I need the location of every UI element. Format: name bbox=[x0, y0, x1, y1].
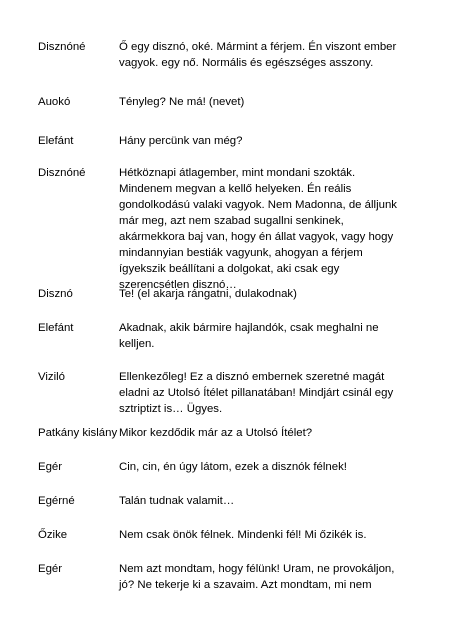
speaker-name: Elefánt bbox=[38, 322, 74, 334]
speaker-name: Egér bbox=[38, 461, 63, 473]
speaker-name: Egér bbox=[38, 563, 63, 575]
speaker-name: Őzike bbox=[38, 529, 68, 541]
dialogue-text: Nem csak önök félnek. Mindenki fél! Mi őzikék is. bbox=[119, 529, 367, 541]
speaker-name: Disznóné bbox=[38, 41, 86, 53]
speaker-name: Elefánt bbox=[38, 135, 74, 147]
speaker-name: Auokó bbox=[38, 96, 71, 108]
dialogue-text: Ő egy disznó, oké. Mármint a férjem. Én viszont ember vagyok. egy nő. Normális és egészséges asszony. bbox=[119, 41, 397, 69]
dialogue-text: Tényleg? Ne má! (nevet) bbox=[119, 96, 245, 108]
speaker-name: Patkány kislány bbox=[38, 427, 118, 439]
dialogue-text: Cin, cin, én úgy látom, ezek a disznók félnek! bbox=[119, 461, 347, 473]
dialogue-text: Talán tudnak valamit… bbox=[119, 495, 235, 507]
dialogue-text: Ellenkezőleg! Ez a disznó embernek szeretné magát eladni az Utolsó Ítélet pillanatában! Mindjárt csinál egy sztriptizt is… Ügyes. bbox=[119, 371, 394, 415]
dialogue-text: Te! (el akarja rángatni, dulakodnak) bbox=[119, 288, 297, 300]
speaker-name: Egérné bbox=[38, 495, 75, 507]
dialogue-text: Nem azt mondtam, hogy félünk! Uram, ne provokáljon, jó? Ne tekerje ki a szavaim. Azt mondtam, mi nem bbox=[119, 563, 395, 591]
speaker-name: Disznóné bbox=[38, 167, 86, 179]
speaker-name: Disznó bbox=[38, 288, 73, 300]
dialogue-text: Hétköznapi átlagember, mint mondani szokták. Mindenem megvan a kellő helyeken. Én reális gondolkodású valaki vagyok. Nem Madonna, de álljunk már meg, azt nem szabad sugallni senkinek, akármekkora baj van, hogy én állat vagyok, vagy hogy mindannyian bestiák vagyunk, ahogyan a férjem ígyekszik beállítani a dolgokat, aki csak egy szerencsétlen disznó… bbox=[119, 167, 397, 291]
dialogue-text: Hány percünk van még? bbox=[119, 135, 243, 147]
speaker-name: Viziló bbox=[38, 371, 66, 383]
dialogue-text: Akadnak, akik bármire hajlandók, csak meghalni ne kelljen. bbox=[119, 322, 379, 350]
dialogue-text: Mikor kezdődik már az a Utolsó Ítélet? bbox=[119, 427, 313, 439]
